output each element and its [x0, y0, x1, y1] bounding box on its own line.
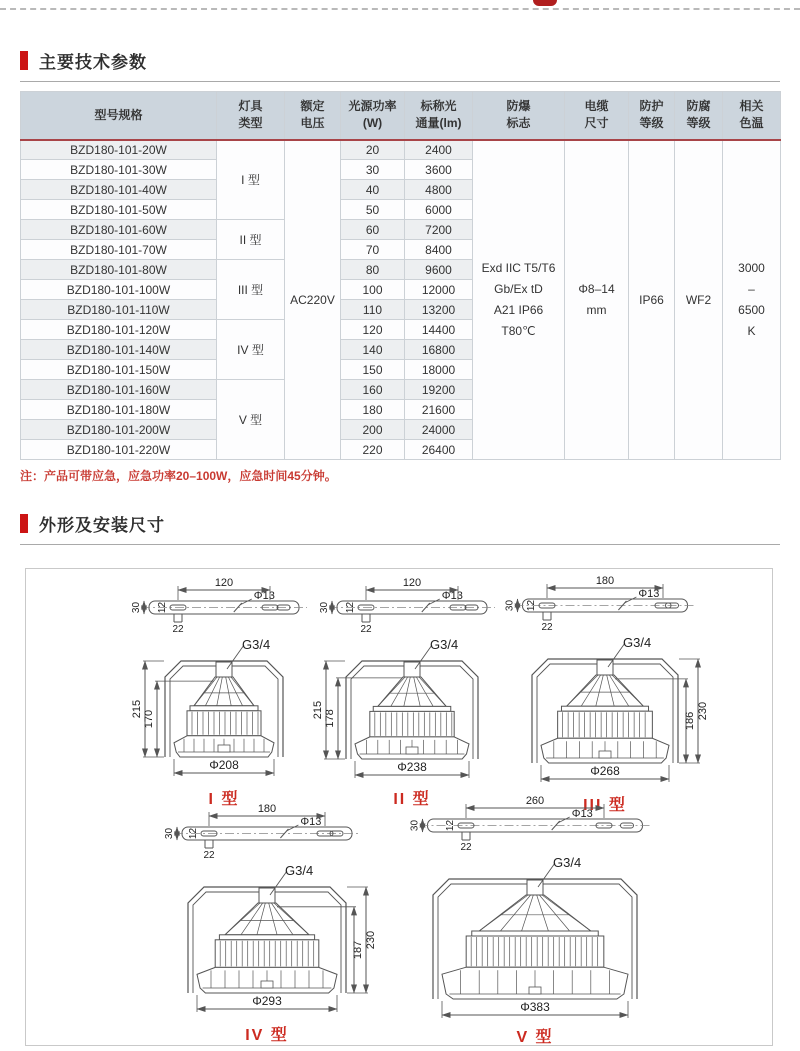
- dimension-drawing-type-2: [286, 573, 511, 785]
- type-cell: I 型: [217, 140, 285, 220]
- model-cell: BZD180-101-80W: [21, 260, 217, 280]
- emergency-note: 注：产品可带应急，应急功率20–100W，应急时间45分钟。: [20, 469, 337, 483]
- model-cell: BZD180-101-120W: [21, 320, 217, 340]
- power-cell: 220: [341, 440, 405, 460]
- drawings-box: [25, 568, 773, 1046]
- model-cell: BZD180-101-100W: [21, 280, 217, 300]
- svg-text:Φ383: Φ383: [520, 1000, 550, 1014]
- red-bar-icon: [20, 51, 28, 70]
- flux-cell: 26400: [405, 440, 473, 460]
- power-cell: 150: [341, 360, 405, 380]
- power-cell: 20: [341, 140, 405, 160]
- model-cell: BZD180-101-150W: [21, 360, 217, 380]
- table-header-cell: 防腐 等级: [675, 92, 723, 140]
- type-cell: II 型: [217, 220, 285, 260]
- bracket-top-view: [164, 803, 360, 861]
- flux-cell: 8400: [405, 240, 473, 260]
- flux-cell: 3600: [405, 160, 473, 180]
- dimension-drawing-type-5: [393, 791, 678, 1023]
- table-body: [21, 140, 781, 460]
- dimension-drawing-type-4: [149, 799, 404, 1021]
- svg-text:Φ293: Φ293: [252, 994, 282, 1008]
- svg-text:22: 22: [460, 842, 472, 853]
- svg-text:G3/4: G3/4: [430, 637, 459, 652]
- svg-text:120: 120: [214, 577, 234, 589]
- svg-text:230: 230: [365, 930, 377, 950]
- model-cell: BZD180-101-110W: [21, 300, 217, 320]
- model-cell: BZD180-101-200W: [21, 420, 217, 440]
- flux-cell: 18000: [405, 360, 473, 380]
- svg-text:12: 12: [188, 827, 199, 840]
- svg-text:180: 180: [595, 575, 615, 587]
- svg-text:30: 30: [164, 827, 175, 840]
- svg-text:215: 215: [312, 700, 324, 720]
- svg-text:180: 180: [257, 803, 277, 815]
- figure-type-5: [393, 791, 678, 1047]
- cable-size-cell: Φ8–14 mm: [565, 140, 629, 460]
- logo-fragment: [533, 0, 557, 6]
- voltage-cell: AC220V: [285, 140, 341, 460]
- svg-text:30: 30: [504, 599, 516, 612]
- color-temp-cell: 3000 – 6500 K: [723, 140, 781, 460]
- bracket-top-view: [131, 577, 307, 635]
- svg-text:30: 30: [409, 819, 421, 832]
- svg-text:186: 186: [684, 711, 696, 731]
- svg-text:22: 22: [541, 622, 553, 633]
- figure-type-3: [501, 571, 746, 815]
- figure-type-2: [286, 573, 511, 809]
- anticorrosion-cell: WF2: [675, 140, 723, 460]
- svg-text:260: 260: [525, 795, 545, 807]
- figure-label: III 型: [583, 797, 627, 814]
- model-cell: BZD180-101-50W: [21, 200, 217, 220]
- svg-text:215: 215: [131, 699, 143, 719]
- figure-label: II 型: [393, 791, 431, 808]
- red-bar-icon: [20, 514, 28, 533]
- model-cell: BZD180-101-180W: [21, 400, 217, 420]
- figure-label: V 型: [516, 1029, 554, 1046]
- svg-text:Φ13: Φ13: [638, 588, 660, 600]
- table-header-cell: 防爆 标志: [473, 92, 565, 140]
- lamp-front-view: [312, 637, 478, 778]
- section-dims: [20, 511, 780, 545]
- power-cell: 40: [341, 180, 405, 200]
- svg-text:22: 22: [203, 850, 215, 861]
- power-cell: 140: [341, 340, 405, 360]
- table-header-cell: 光源功率 (W): [341, 92, 405, 140]
- table-header-cell: 标称光 通量(lm): [405, 92, 473, 140]
- model-cell: BZD180-101-70W: [21, 240, 217, 260]
- power-cell: 120: [341, 320, 405, 340]
- explosion-mark-cell: Exd IIC T5/T6 Gb/Ex tD A21 IP66 T80℃: [473, 140, 565, 460]
- bracket-top-view: [505, 575, 696, 633]
- power-cell: 60: [341, 220, 405, 240]
- section-title-params: 主要技术参数: [39, 53, 147, 72]
- power-cell: 180: [341, 400, 405, 420]
- bracket-top-view: [410, 795, 651, 853]
- flux-cell: 21600: [405, 400, 473, 420]
- svg-text:22: 22: [360, 624, 372, 635]
- svg-text:120: 120: [402, 577, 422, 589]
- power-cell: 50: [341, 200, 405, 220]
- svg-text:G3/4: G3/4: [553, 855, 582, 870]
- spec-table: [20, 91, 781, 460]
- model-cell: BZD180-101-40W: [21, 180, 217, 200]
- model-cell: BZD180-101-220W: [21, 440, 217, 460]
- section-title-dims: 外形及安装尺寸: [39, 516, 165, 535]
- figure-type-4: [149, 799, 404, 1045]
- table-header-cell: 额定 电压: [285, 92, 341, 140]
- power-cell: 160: [341, 380, 405, 400]
- flux-cell: 9600: [405, 260, 473, 280]
- figure-label: I 型: [208, 791, 240, 808]
- model-cell: BZD180-101-160W: [21, 380, 217, 400]
- power-cell: 30: [341, 160, 405, 180]
- flux-cell: 24000: [405, 420, 473, 440]
- type-cell: III 型: [217, 260, 285, 320]
- table-header-cell: 电缆 尺寸: [565, 92, 629, 140]
- power-cell: 80: [341, 260, 405, 280]
- svg-text:230: 230: [697, 701, 709, 721]
- table-header-cell: 防护 等级: [629, 92, 675, 140]
- figure-label: IV 型: [245, 1027, 289, 1044]
- power-cell: 100: [341, 280, 405, 300]
- model-cell: BZD180-101-60W: [21, 220, 217, 240]
- table-header-cell: 型号规格: [21, 92, 217, 140]
- power-cell: 110: [341, 300, 405, 320]
- svg-text:Φ238: Φ238: [397, 760, 427, 774]
- flux-cell: 14400: [405, 320, 473, 340]
- flux-cell: 7200: [405, 220, 473, 240]
- table-row: [21, 140, 781, 160]
- svg-text:Φ13: Φ13: [253, 590, 275, 602]
- flux-cell: 6000: [405, 200, 473, 220]
- lamp-front-view: [532, 635, 709, 782]
- svg-text:12: 12: [157, 601, 168, 614]
- power-cell: 200: [341, 420, 405, 440]
- type-cell: V 型: [217, 380, 285, 460]
- svg-text:Φ13: Φ13: [300, 816, 322, 828]
- svg-text:12: 12: [345, 601, 356, 614]
- svg-text:G3/4: G3/4: [242, 637, 271, 652]
- table-header-row: [21, 92, 781, 140]
- model-cell: BZD180-101-20W: [21, 140, 217, 160]
- flux-cell: 12000: [405, 280, 473, 300]
- svg-text:Φ13: Φ13: [571, 808, 593, 820]
- lamp-front-view: [131, 637, 283, 776]
- svg-text:12: 12: [445, 819, 456, 832]
- svg-text:178: 178: [324, 709, 336, 728]
- table-header-cell: 相关 色温: [723, 92, 781, 140]
- power-cell: 70: [341, 240, 405, 260]
- flux-cell: 2400: [405, 140, 473, 160]
- svg-text:170: 170: [143, 709, 155, 729]
- lamp-front-view: [188, 863, 377, 1012]
- svg-text:Φ268: Φ268: [590, 764, 620, 778]
- svg-text:187: 187: [352, 940, 364, 960]
- svg-text:Φ208: Φ208: [209, 758, 239, 772]
- model-cell: BZD180-101-30W: [21, 160, 217, 180]
- bracket-top-view: [319, 577, 495, 635]
- flux-cell: 19200: [405, 380, 473, 400]
- svg-text:22: 22: [172, 624, 184, 635]
- lamp-front-view: [433, 855, 637, 1018]
- table-header-cell: 灯具 类型: [217, 92, 285, 140]
- flux-cell: 4800: [405, 180, 473, 200]
- svg-text:12: 12: [526, 599, 537, 612]
- dimension-drawing-type-3: [501, 571, 746, 791]
- svg-text:G3/4: G3/4: [285, 863, 314, 878]
- svg-text:30: 30: [131, 601, 142, 614]
- flux-cell: 16800: [405, 340, 473, 360]
- protection-cell: IP66: [629, 140, 675, 460]
- type-cell: IV 型: [217, 320, 285, 380]
- svg-text:30: 30: [319, 601, 330, 614]
- model-cell: BZD180-101-140W: [21, 340, 217, 360]
- svg-text:Φ13: Φ13: [441, 590, 463, 602]
- svg-text:G3/4: G3/4: [623, 635, 652, 650]
- dashed-separator: [0, 8, 800, 10]
- flux-cell: 13200: [405, 300, 473, 320]
- section-params: [20, 48, 780, 82]
